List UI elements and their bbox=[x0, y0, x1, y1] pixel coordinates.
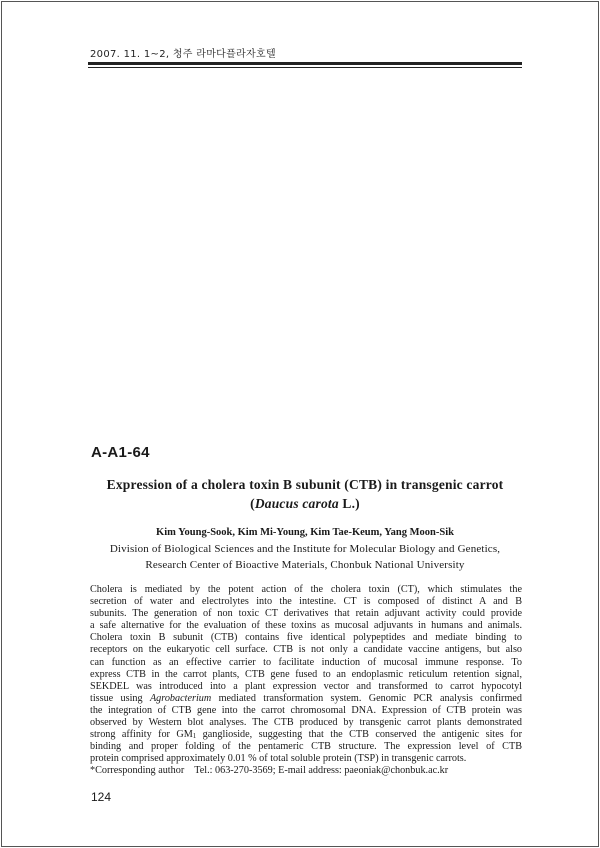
affiliation-line-2: Research Center of Bioactive Materials, Chonbuk National University bbox=[145, 559, 465, 571]
title-open-paren: ( bbox=[250, 496, 255, 511]
abstract-text: tissue using bbox=[90, 692, 150, 704]
abstract-line: a safe alternative for the evaluation of these toxins as mucosal adjuvants in humans and animals. bbox=[90, 620, 522, 632]
header-rule-thin bbox=[88, 67, 522, 68]
abstract-line: protein comprised approximately 0.01 % of total soluble protein (TSP) in transgenic carrots. bbox=[90, 753, 467, 765]
abstract-line: observed by Western blot analyses. The CTB produced by transgenic carrot plants demonstrated bbox=[90, 717, 522, 729]
affiliation bbox=[88, 541, 522, 573]
abstract-line: can function as an effective carrier to facilitate induction of mucosal immune response. To bbox=[90, 656, 522, 668]
abstract-line: express CTB in the carrot plants, CTB gene fused to an endoplasmic reticulum retention signal, bbox=[90, 668, 522, 680]
running-header: 2007. 11. 1~2, 청주 라마다플라자호텔 bbox=[90, 49, 276, 60]
abstract-line bbox=[90, 729, 522, 741]
abstract-line: Cholera is mediated by the potent action of the cholera toxin (CT), which stimulates the bbox=[90, 584, 522, 595]
title-species: Daucus carota bbox=[254, 496, 339, 511]
page-number: 124 bbox=[91, 790, 112, 804]
abstract-line: SEKDEL was introduced into a plant expression vector and transformed to carrot hypocotyl bbox=[90, 680, 522, 692]
abstract-line: subunits. The generation of non toxic CT derivatives that retain adjuvant activity could provide bbox=[90, 608, 522, 620]
title-close: L.) bbox=[338, 496, 360, 511]
abstract-line: secretion of water and electrolytes into the intestine. CT is composed of distinct A and B bbox=[90, 596, 522, 608]
abstract-code: A-A1-64 bbox=[91, 444, 150, 461]
abstract-line: receptors on the eukaryotic cell surface. CTB is not only a candidate vaccine antigens, but also bbox=[90, 644, 522, 656]
affiliation-line-1: Division of Biological Sciences and the Institute for Molecular Biology and Genetics, bbox=[109, 543, 501, 555]
abstract-line: Cholera toxin B subunit (CTB) contains five identical polypeptides and mediate binding to bbox=[90, 632, 522, 644]
abstract-line: the integration of CTB gene into the carrot chromosomal DNA. Expression of CTB protein was bbox=[90, 704, 522, 716]
abstract-text: mediated transformation system. Genomic PCR analysis confirmed bbox=[211, 692, 522, 704]
abstract-body bbox=[90, 584, 522, 778]
header-rule-thick bbox=[88, 62, 522, 65]
title-line-2 bbox=[88, 494, 522, 513]
corresponding-author: *Corresponding author Tel.: 063-270-3569; E-mail address: paeoniak@chonbuk.ac.kr bbox=[90, 765, 449, 777]
paper-title bbox=[88, 475, 522, 513]
abstract-line bbox=[90, 693, 522, 705]
author-list: Kim Young-Sook, Kim Mi-Young, Kim Tae-Keum, Yang Moon-Sik bbox=[156, 527, 454, 538]
abstract-text: ganglioside, suggesting that the CTB conserved the antigenic sites for bbox=[196, 729, 522, 741]
abstract-line: binding and proper folding of the pentameric CTB structure. The expression level of CTB bbox=[90, 741, 522, 753]
abstract-italic-term: Agrobacterium bbox=[149, 692, 212, 704]
abstract-text: strong affinity for GM bbox=[90, 729, 193, 741]
title-line-1: Expression of a cholera toxin B subunit (CTB) in transgenic carrot bbox=[106, 477, 504, 492]
subscript: 1 bbox=[192, 732, 197, 741]
